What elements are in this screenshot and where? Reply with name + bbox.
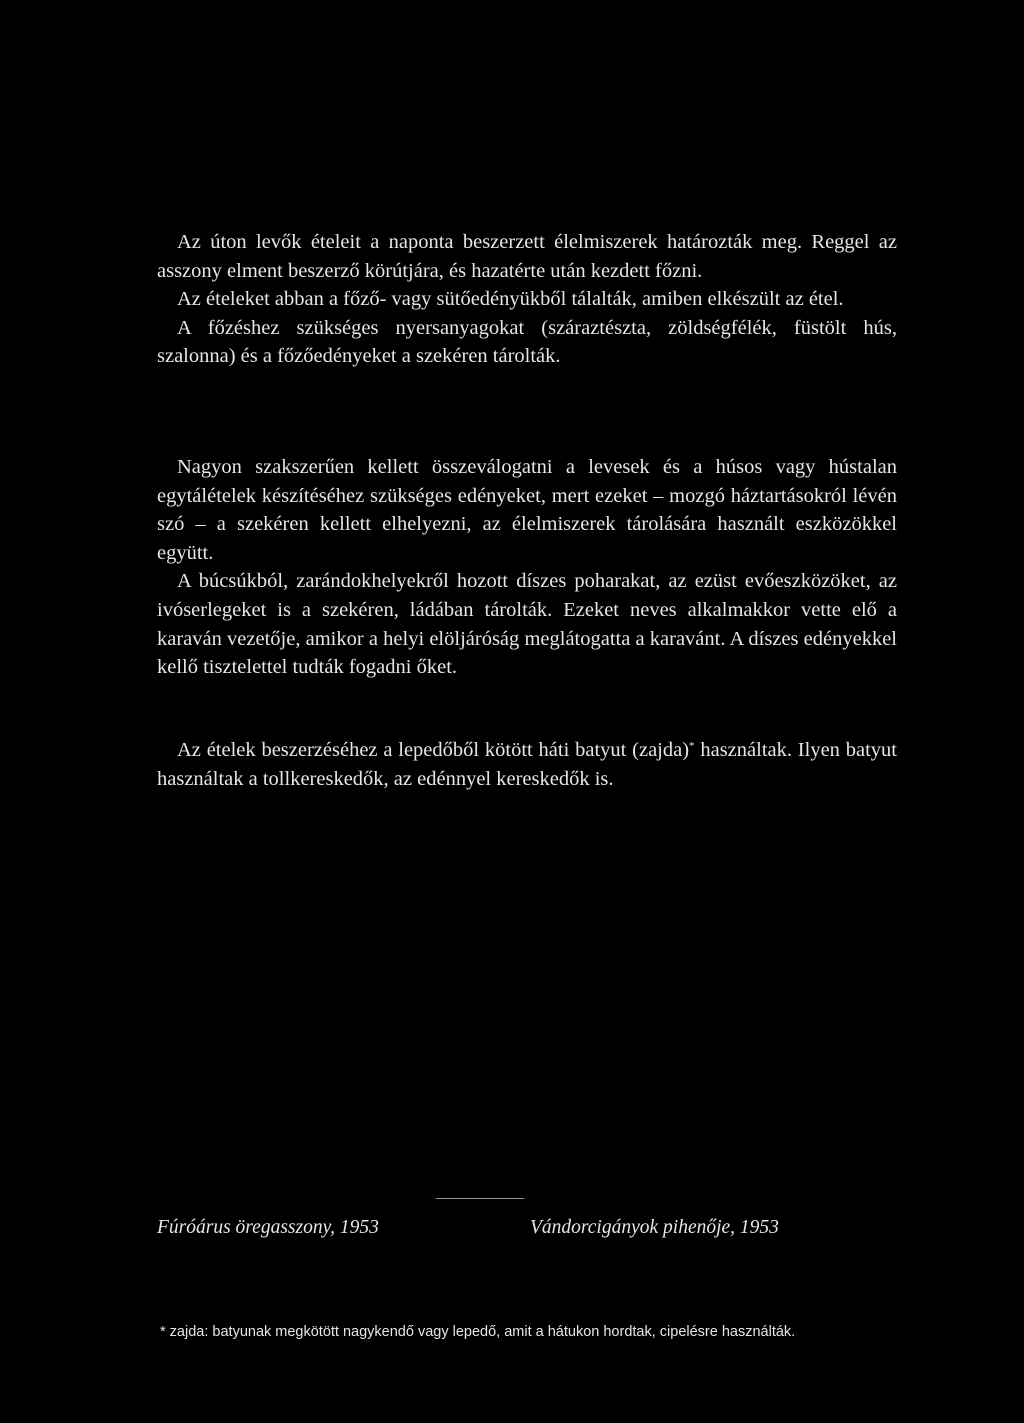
- photo-caption-left: Fúróárus öregasszony, 1953: [157, 1217, 379, 1238]
- paragraph: Nagyon szakszerűen kellett összeválogatni a levesek és a húsos vagy hústalan egytálételek készítéséhez szükséges edényeket, mert ezeket – mozgó háztartásokról lévén szó – a szekéren kellett elhelyezni, az élelmiszerek tárolására használt eszközökkel együtt.: [157, 456, 897, 564]
- photo-caption-right: Vándorcigányok pihenője, 1953: [530, 1217, 779, 1238]
- footnote-asterisk: *: [160, 1324, 166, 1340]
- paragraph-text-end: használtak. Ilyen batyut használtak a tollkereskedők, az edénnyel kereskedők is.: [157, 739, 897, 790]
- footnote-marker: *: [689, 740, 695, 752]
- footnote: [160, 1322, 795, 1342]
- paragraph: [157, 736, 897, 793]
- paragraph-text-start: Az ételek beszerzéséhez a lepedőből kötött háti batyut (zajda): [177, 739, 690, 761]
- footnote-text: zajda: batyunak megkötött nagykendő vagy lepedő, amit a hátukon hordtak, cipelésre használták.: [165, 1324, 796, 1340]
- paragraph: A búcsúkból, zarándokhelyekről hozott díszes poharakat, az ezüst evőeszközöket, az ivóserlegeket is a szekéren, ládában tárolták. Ezeket neves alkalmakkor vette elő a karaván vezetője, amikor a helyi elöljáróság meglátogatta a karavánt. A díszes edényekkel kellő tisztelettel tudták fogadni őket.: [157, 570, 897, 679]
- paragraph: Az úton levők ételeit a naponta beszerzett élelmiszerek határozták meg. Reggel az asszony elment beszerző körútjára, és hazatérte után kezdett főzni.: [157, 231, 897, 282]
- paragraph: A főzéshez szükséges nyersanyagokat (száraztészta, zöldségfélék, füstölt hús, szalonna) és a főzőedényeket a szekéren tárolták.: [157, 316, 897, 368]
- paragraph: Az ételeket abban a főző- vagy sütőedényükből tálalták, amiben elkészült az étel.: [177, 288, 844, 311]
- text-section-2: [157, 453, 897, 682]
- text-section-1: [157, 228, 897, 371]
- text-section-3: [157, 736, 897, 793]
- divider-line: [436, 1198, 524, 1199]
